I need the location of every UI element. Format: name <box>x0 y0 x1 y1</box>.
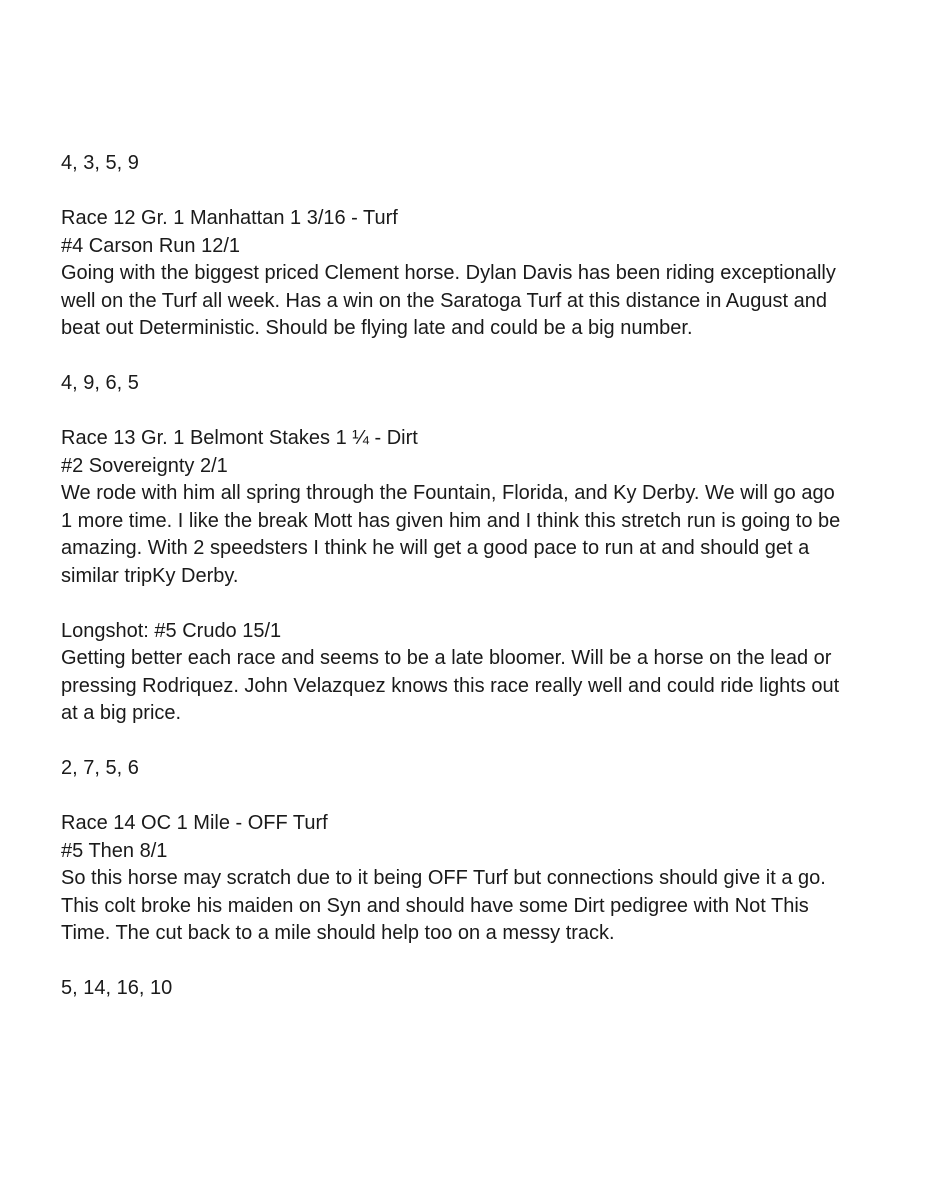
race-title: Race 13 Gr. 1 Belmont Stakes 1 ¼ - Dirt <box>61 427 418 449</box>
race-selection: #5 Then 8/1 <box>61 839 168 862</box>
analysis-line: This colt broke his maiden on Syn and should have some Dirt pedigree with Not This <box>61 894 809 917</box>
analysis-line: pressing Rodriquez. John Velazquez knows this race really well and could ride lights out <box>61 674 840 697</box>
analysis-line: 1 more time. I like the break Mott has given him and I think this stretch run is going to be <box>61 509 841 532</box>
analysis-line: amazing. With 2 speedsters I think he will get a good pace to run at and should get a <box>61 537 810 559</box>
longshot-selection: Longshot: #5 Crudo 15/1 <box>61 619 282 642</box>
picks-line: 4, 9, 6, 5 <box>61 372 139 394</box>
analysis-line: at a big price. <box>61 702 182 724</box>
analysis-line: We rode with him all spring through the Fountain, Florida, and Ky Derby. We will go ago <box>61 482 835 504</box>
race-selection: #4 Carson Run 12/1 <box>61 234 241 257</box>
race-14-section <box>61 810 891 948</box>
race-13-picks <box>61 755 891 783</box>
analysis-line: Going with the biggest priced Clement horse. Dylan Davis has been riding exceptionally <box>61 262 836 284</box>
picks-line: 4, 3, 5, 9 <box>61 152 139 174</box>
race-13-longshot <box>61 618 891 728</box>
analysis-line: well on the Turf all week. Has a win on the Saratoga Turf at this distance in August and <box>61 289 827 312</box>
picks-line: 2, 7, 5, 6 <box>61 757 139 779</box>
race-title: Race 12 Gr. 1 Manhattan 1 3/16 - Turf <box>61 207 398 229</box>
race-13-section <box>61 425 891 590</box>
race-11-picks <box>61 150 891 178</box>
race-12-section <box>61 205 891 343</box>
analysis-line: Time. The cut back to a mile should help too on a messy track. <box>61 922 615 944</box>
race-14-picks <box>61 975 891 1003</box>
analysis-line: Getting better each race and seems to be a late bloomer. Will be a horse on the lead or <box>61 647 832 669</box>
race-title: Race 14 OC 1 Mile - OFF Turf <box>61 812 328 834</box>
race-12-picks <box>61 370 891 398</box>
analysis-line: So this horse may scratch due to it being OFF Turf but connections should give it a go. <box>61 867 826 889</box>
analysis-line: beat out Deterministic. Should be flying late and could be a big number. <box>61 317 693 339</box>
document-body <box>61 150 891 1030</box>
analysis-line: similar tripKy Derby. <box>61 564 239 587</box>
race-selection: #2 Sovereignty 2/1 <box>61 454 228 477</box>
picks-line: 5, 14, 16, 10 <box>61 977 173 999</box>
